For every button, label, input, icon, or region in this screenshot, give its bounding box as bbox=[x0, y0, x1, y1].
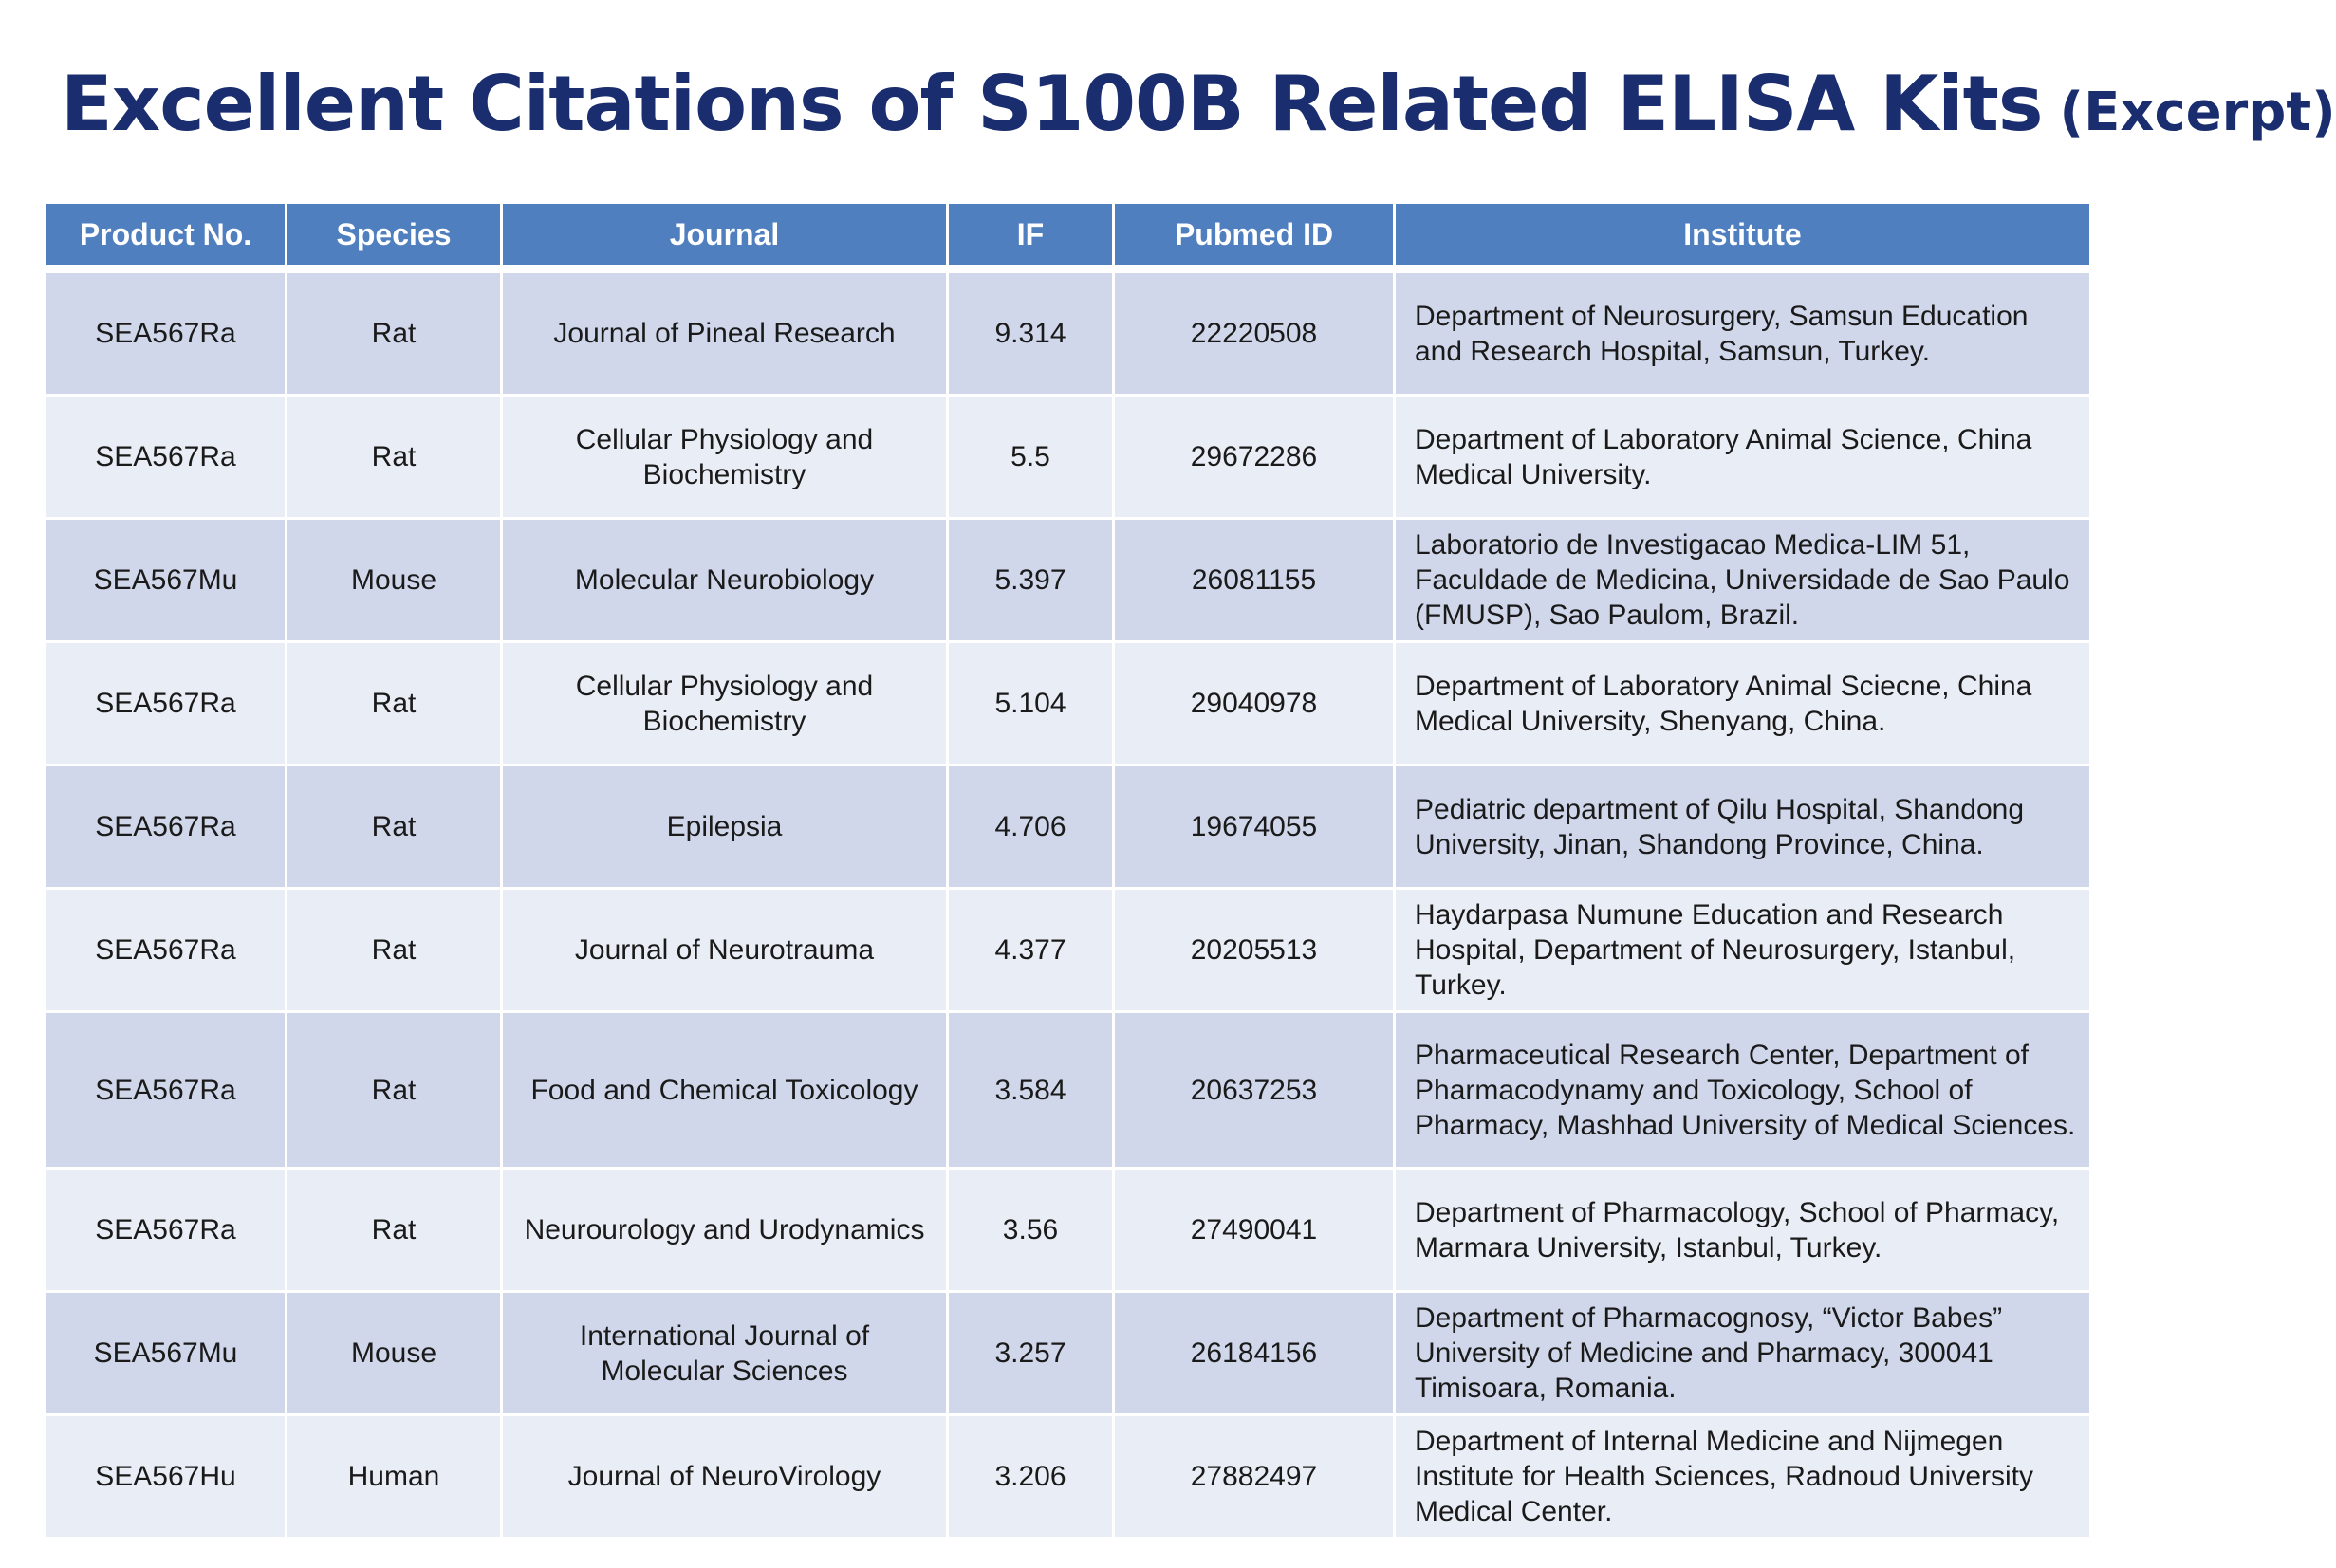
cell-institute: Department of Laboratory Animal Science, China Medical University. bbox=[1395, 396, 2091, 519]
table-header-row bbox=[46, 203, 2091, 269]
page-title bbox=[61, 38, 2336, 171]
cell-institute: Department of Laboratory Animal Sciecne, China Medical University, Shenyang, China. bbox=[1395, 642, 2091, 766]
table-row bbox=[46, 766, 2091, 889]
cell-journal: Journal of Pineal Research bbox=[502, 269, 948, 396]
cell-institute: Laboratorio de Investigacao Medica-LIM 51, Faculdade de Medicina, Universidade de Sao Paulo (FMUSP), Sao Paulom, Brazil. bbox=[1395, 519, 2091, 642]
table-row bbox=[46, 642, 2091, 766]
cell-journal: Cellular Physiology and Biochemistry bbox=[502, 642, 948, 766]
cell-pubmed-id: 22220508 bbox=[1114, 269, 1395, 396]
cell-species: Rat bbox=[287, 396, 502, 519]
table-row bbox=[46, 269, 2091, 396]
header-pubmed-id: Pubmed ID bbox=[1114, 203, 1395, 269]
header-product-no: Product No. bbox=[46, 203, 287, 269]
cell-institute: Pediatric department of Qilu Hospital, Shandong University, Jinan, Shandong Province, China. bbox=[1395, 766, 2091, 889]
cell-pubmed-id: 20205513 bbox=[1114, 889, 1395, 1012]
cell-product-no: SEA567Ra bbox=[46, 889, 287, 1012]
cell-product-no: SEA567Ra bbox=[46, 642, 287, 766]
header-journal: Journal bbox=[502, 203, 948, 269]
table-row bbox=[46, 1292, 2091, 1415]
cell-product-no: SEA567Ra bbox=[46, 269, 287, 396]
cell-institute: Department of Pharmacology, School of Pharmacy, Marmara University, Istanbul, Turkey. bbox=[1395, 1169, 2091, 1292]
cell-product-no: SEA567Ra bbox=[46, 396, 287, 519]
cell-journal: Cellular Physiology and Biochemistry bbox=[502, 396, 948, 519]
cell-if: 5.5 bbox=[948, 396, 1114, 519]
cell-institute: Pharmaceutical Research Center, Department of Pharmacodynamy and Toxicology, School of Pharmacy, Mashhad University of Medical Sciences. bbox=[1395, 1012, 2091, 1169]
cell-journal: Food and Chemical Toxicology bbox=[502, 1012, 948, 1169]
cell-pubmed-id: 27882497 bbox=[1114, 1415, 1395, 1539]
cell-if: 5.104 bbox=[948, 642, 1114, 766]
cell-product-no: SEA567Ra bbox=[46, 1012, 287, 1169]
cell-journal: Epilepsia bbox=[502, 766, 948, 889]
cell-species: Mouse bbox=[287, 1292, 502, 1415]
cell-pubmed-id: 26184156 bbox=[1114, 1292, 1395, 1415]
cell-product-no: SEA567Mu bbox=[46, 1292, 287, 1415]
cell-pubmed-id: 29040978 bbox=[1114, 642, 1395, 766]
header-if: IF bbox=[948, 203, 1114, 269]
table-row bbox=[46, 1012, 2091, 1169]
title-suffix: (Excerpt) bbox=[2059, 82, 2336, 143]
table-row bbox=[46, 889, 2091, 1012]
cell-institute: Department of Neurosurgery, Samsun Education and Research Hospital, Samsun, Turkey. bbox=[1395, 269, 2091, 396]
cell-journal: Journal of Neurotrauma bbox=[502, 889, 948, 1012]
citations-table bbox=[44, 201, 2092, 1540]
cell-product-no: SEA567Ra bbox=[46, 1169, 287, 1292]
cell-journal: International Journal of Molecular Sciences bbox=[502, 1292, 948, 1415]
cell-product-no: SEA567Ra bbox=[46, 766, 287, 889]
cell-if: 5.397 bbox=[948, 519, 1114, 642]
table-row bbox=[46, 1169, 2091, 1292]
title-main: Excellent Citations of S100B Related ELISA Kits bbox=[61, 60, 2043, 148]
cell-journal: Journal of NeuroVirology bbox=[502, 1415, 948, 1539]
cell-species: Rat bbox=[287, 642, 502, 766]
cell-product-no: SEA567Mu bbox=[46, 519, 287, 642]
cell-pubmed-id: 26081155 bbox=[1114, 519, 1395, 642]
cell-institute: Haydarpasa Numune Education and Research Hospital, Department of Neurosurgery, Istanbul, Turkey. bbox=[1395, 889, 2091, 1012]
cell-species: Mouse bbox=[287, 519, 502, 642]
header-institute: Institute bbox=[1395, 203, 2091, 269]
cell-pubmed-id: 29672286 bbox=[1114, 396, 1395, 519]
table-row bbox=[46, 1415, 2091, 1539]
cell-species: Rat bbox=[287, 1012, 502, 1169]
cell-if: 9.314 bbox=[948, 269, 1114, 396]
cell-journal: Molecular Neurobiology bbox=[502, 519, 948, 642]
table-row bbox=[46, 396, 2091, 519]
header-species: Species bbox=[287, 203, 502, 269]
cell-pubmed-id: 27490041 bbox=[1114, 1169, 1395, 1292]
cell-journal: Neurourology and Urodynamics bbox=[502, 1169, 948, 1292]
cell-species: Rat bbox=[287, 889, 502, 1012]
cell-if: 3.584 bbox=[948, 1012, 1114, 1169]
cell-species: Rat bbox=[287, 1169, 502, 1292]
cell-if: 3.56 bbox=[948, 1169, 1114, 1292]
cell-institute: Department of Pharmacognosy, “Victor Babes” University of Medicine and Pharmacy, 300041 Timisoara, Romania. bbox=[1395, 1292, 2091, 1415]
cell-if: 4.377 bbox=[948, 889, 1114, 1012]
cell-species: Rat bbox=[287, 269, 502, 396]
cell-institute: Department of Internal Medicine and Nijmegen Institute for Health Sciences, Radnoud University Medical Center. bbox=[1395, 1415, 2091, 1539]
cell-pubmed-id: 20637253 bbox=[1114, 1012, 1395, 1169]
cell-if: 3.257 bbox=[948, 1292, 1114, 1415]
cell-product-no: SEA567Hu bbox=[46, 1415, 287, 1539]
cell-species: Human bbox=[287, 1415, 502, 1539]
cell-if: 4.706 bbox=[948, 766, 1114, 889]
cell-pubmed-id: 19674055 bbox=[1114, 766, 1395, 889]
table-row bbox=[46, 519, 2091, 642]
cell-if: 3.206 bbox=[948, 1415, 1114, 1539]
cell-species: Rat bbox=[287, 766, 502, 889]
